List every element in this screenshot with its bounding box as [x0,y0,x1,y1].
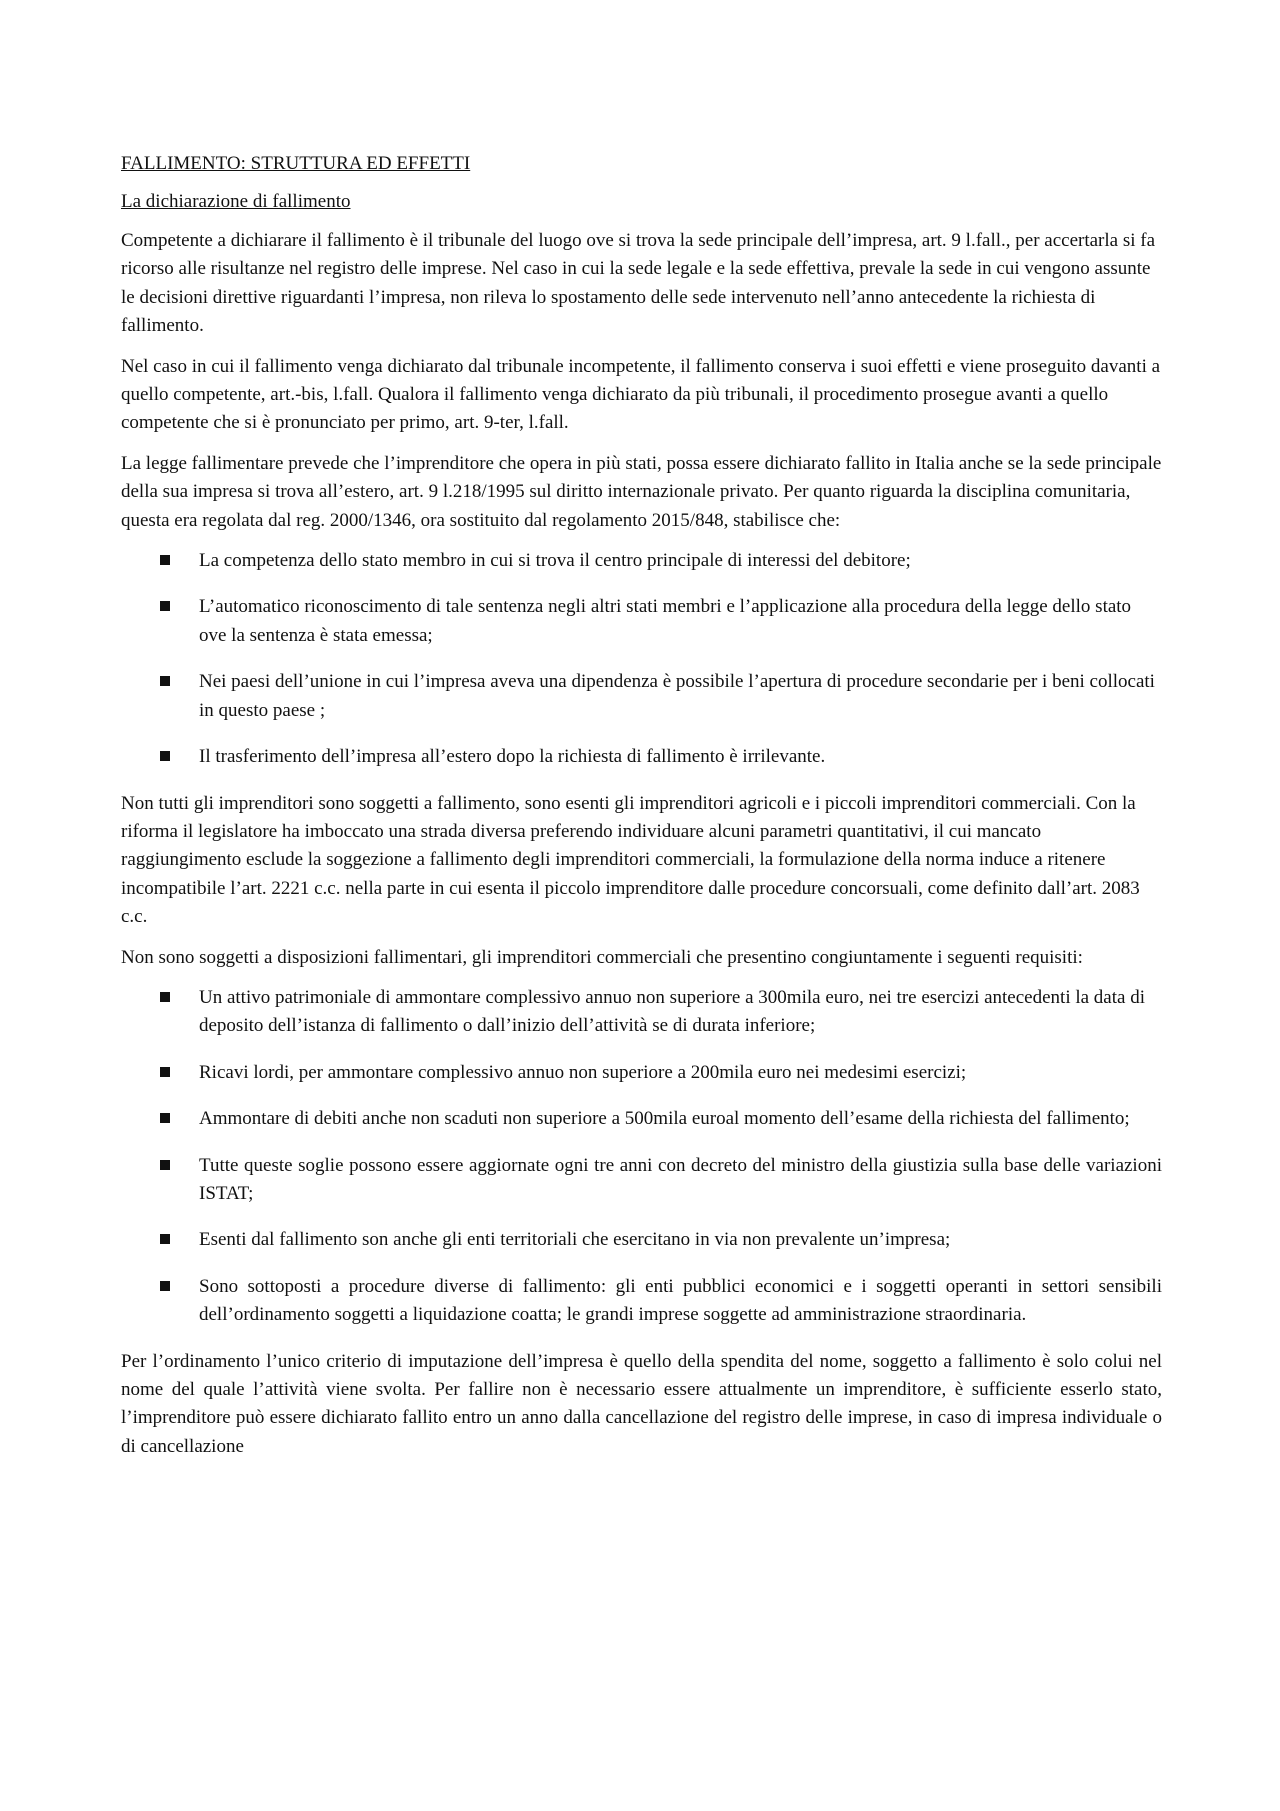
list-item [121,1152,1162,1209]
list-item [121,1273,1162,1330]
list-item-text: Tutte queste soglie possono essere aggiornate ogni tre anni con decreto del ministro della giustizia sulla base delle variazioni ISTAT; [199,1154,1162,1204]
square-bullet-icon [160,1067,170,1077]
square-bullet-icon [160,1113,170,1123]
paragraph-6: Per l’ordinamento l’unico criterio di imputazione dell’impresa è quello della spendita del nome, soggetto a fallimento è solo colui nel nome del quale l’attività viene svolta. Per fallire non è necessario essere attualmente un imprenditore, è sufficiente esserlo stato, l’imprenditore può essere dichiarato fallito entro un anno dalla cancellazione del registro delle imprese, in caso di impresa individuale o di cancellazione [121,1350,1162,1457]
list-item-text: Esenti dal fallimento son anche gli enti territoriali che esercitano in via non prevalente un’impresa; [199,1229,951,1251]
document-title: FALLIMENTO: STRUTTURA ED EFFETTI [121,153,471,174]
list-item [121,743,1162,771]
square-bullet-icon [160,1234,170,1244]
list-item [121,984,1162,1041]
list-item [121,1105,1162,1133]
square-bullet-icon [160,676,170,686]
square-bullet-icon [160,1281,170,1291]
list-item-text: Ricavi lordi, per ammontare complessivo annuo non superiore a 200mila euro nei medesimi esercizi; [199,1061,967,1083]
list-item-text: L’automatico riconoscimento di tale sentenza negli altri stati membri e l’applicazione alla procedura della legge dello stato ove la sentenza è stata emessa; [199,596,1132,646]
square-bullet-icon [160,992,170,1002]
section-heading: La dichiarazione di fallimento [121,191,351,212]
paragraph-1: Competente a dichiarare il fallimento è il tribunale del luogo ove si trova la sede principale dell’impresa, art. 9 l.fall., per accertarla si fa ricorso alle risultanze nel registro delle imprese. Nel caso in cui la sede legale e la sede effettiva, prevale la sede in cui vengono assunte le decisioni direttive riguardanti l’impresa, non rileva lo spostamento delle sede intervenuto nell’anno antecedente la richiesta di fallimento. [121,230,1156,337]
square-bullet-icon [160,751,170,761]
square-bullet-icon [160,555,170,565]
list-item-text: Nei paesi dell’unione in cui l’impresa aveva una dipendenza è possibile l’apertura di procedure secondarie per i beni collocati in questo paese ; [199,671,1155,721]
paragraph-4: Non tutti gli imprenditori sono soggetti a fallimento, sono esenti gli imprenditori agricoli e i piccoli imprenditori commerciali. Con la riforma il legislatore ha imboccato una strada diversa preferendo individuare alcuni parametri quantitativi, il cui mancato raggiungimento esclude la soggezione a fallimento degli imprenditori commerciali, la formulazione della norma induce a ritenere incompatibile l’art. 2221 c.c. nella parte in cui esenta il piccolo imprenditore dalle procedure concorsuali, come definito dall’art. 2083 c.c. [121,792,1140,928]
list-item-text: La competenza dello stato membro in cui si trova il centro principale di interessi del debitore; [199,550,911,572]
list-item [121,547,1162,575]
bullet-list-regulation [121,547,1162,771]
paragraph-5: Non sono soggetti a disposizioni fallimentari, gli imprenditori commerciali che presentino congiuntamente i seguenti requisiti: [121,946,1083,968]
paragraph-2: Nel caso in cui il fallimento venga dichiarato dal tribunale incompetente, il fallimento conserva i suoi effetti e viene proseguito davanti a quello competente, art.-bis, l.fall. Qualora il fallimento venga dichiarato da più tribunali, il procedimento prosegue avanti a quello competente che si è pronunciato per primo, art. 9-ter, l.fall. [121,355,1161,434]
list-item-text: Ammontare di debiti anche non scaduti non superiore a 500mila euroal momento dell’esame della richiesta del fallimento; [199,1108,1130,1130]
list-item-text: Il trasferimento dell’impresa all’estero dopo la richiesta di fallimento è irrilevante. [199,746,826,768]
paragraph-3: La legge fallimentare prevede che l’imprenditore che opera in più stati, possa essere dichiarato fallito in Italia anche se la sede principale della sua impresa si trova all’estero, art. 9 l.218/1995 sul diritto internazionale privato. Per quanto riguarda la disciplina comunitaria, questa era regolata dal reg. 2000/1346, ora sostituito dal regolamento 2015/848, stabilisce che: [121,452,1162,531]
list-item [121,668,1162,725]
list-item [121,1226,1162,1254]
list-item-text: Sono sottoposti a procedure diverse di fallimento: gli enti pubblici economici e i soggetti operanti in settori sensibili dell’ordinamento soggetti a liquidazione coatta; le grandi imprese soggette ad amministrazione straordinaria. [199,1275,1162,1326]
bullet-list-requirements [121,984,1162,1330]
list-item [121,1059,1162,1087]
list-item-text: Un attivo patrimoniale di ammontare complessivo annuo non superiore a 300mila euro, nei tre esercizi antecedenti la data di deposito dell’istanza di fallimento o dall’inizio dell’attività se di durata inferiore; [199,986,1145,1037]
square-bullet-icon [160,601,170,611]
list-item [121,593,1162,650]
square-bullet-icon [160,1160,170,1170]
